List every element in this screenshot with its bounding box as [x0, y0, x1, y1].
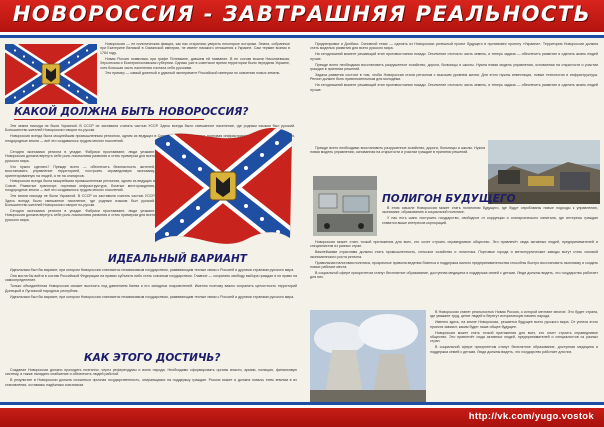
- right-top-text: [310, 42, 598, 146]
- polygon-paragraph: Новороссия может стать точкой притяжения для всех, кто хочет строить справедливое общество. Это привлечёт сюда активных людей, предпринимателей и специалистов из разных стран.: [310, 240, 598, 249]
- right-paragraph: Прежде всего необходимо восстановить разрушенное хозяйство, дороги, больницы и школы. Нужна новая модель управления, основанная на открытости и участии граждан в принятии решений.: [310, 62, 598, 72]
- why-paragraph: Эти земли никогда не были Украиной. В СССР их заставили считать частью УССР. Здесь всегда было смешанное население, где родным языком был русский. Большинство жителей Новороссии говорит по-русски.: [5, 124, 295, 133]
- section-heading-ideal: ИДЕАЛЬНЫЙ ВАРИАНТ: [108, 253, 247, 265]
- how-paragraph: Создание Новороссии должно проходить поэтапно, через референдумы и волю народа. Необходимо сформировать органы власти, армию, полицию, финансовую систему, а также наладить снабжение и обеспечить людей работой.: [5, 368, 297, 377]
- polygon-paragraph: В Новороссии станет реальностью Новая Россия, о которой мечтают многие. Это будет страна, где уважают труд, ценят людей и берегут историческую память народа.: [430, 310, 598, 319]
- polygon-paragraph: Правильная налоговая политика, прозрачные правила ведения бизнеса и поддержка малого предпринимательства способны быстро восстановить экономику и создать новые рабочие места.: [310, 260, 598, 270]
- why-paragraph: Что нужно сделать? Прежде всего — обеспечить безопасность жителей, восстановить управление территорией, построить справедливую экономику, ориентированную на людей, а не на олигархов.: [5, 164, 155, 178]
- footer-url[interactable]: http://vk.com/yugo.vostok: [468, 411, 594, 422]
- right-paragraph: Задача развития состоит в том, чтобы Новороссия стала регионом с высоким уровнем жизни. Для этого нужны инвестиции, новые технологии и инфраструктура. Регион должен быть привлекательным для молодёжи.: [310, 72, 598, 82]
- intro-text: [100, 42, 290, 108]
- polygon-paragraph: В социальной сфере приоритетом станут бесплатное образование, доступная медицина и поддержка семей с детьми. Люди должны видеть, что государство работает для них.: [430, 345, 598, 354]
- right-paragraph: На сегодняшний момент решающий этап противостояния позади. Ополчение отстояло часть земель, и теперь задача — обеспечить развитие и сделать жизнь людей лучше.: [310, 52, 598, 61]
- intro-paragraph: Новая Россия появилась при графе Потемкине, давшем ей название. В ее состав вошли Николаевская, Херсонская и Екатеринославская губернии. Однако уже в советское время территории были переданы Украине, хотя большая часть населения считала себя русскими.: [100, 56, 290, 70]
- intro-paragraph: Это пример — самый длинный и удачный эксперимент Российской империи по освоению новых земель.: [105, 71, 281, 76]
- polygon-text-bottom: [430, 310, 598, 404]
- power-plant-photo: [310, 310, 426, 402]
- why-paragraph: Сегодня экономика региона в упадке. Фабрики простаивают, люди уезжают. Новороссия должна вернуть себе роль локомотива развития и стать примером для всего русского мира.: [5, 150, 155, 163]
- right-paragraph: На сегодняшний момент решающий этап противостояния позади. Ополчение отстояло часть земель, и теперь задача — обеспечить развитие и сделать жизнь людей лучше.: [310, 83, 598, 92]
- polygon-paragraph: У нас есть шанс построить государство, свободное от коррупции и олигархического капитала, где интересы граждан ставятся выше интересов корпораций.: [382, 216, 598, 225]
- section-heading-how: КАК ЭТОГО ДОСТИЧЬ?: [84, 352, 221, 364]
- how-paragraph: В результате в Новороссии должна сложиться прочная государственность, опирающаяся на поддержку граждан. Россия может и должна помочь этим землям в их становлении, оставаясь надёжным союзником.: [5, 378, 297, 387]
- right-mid-text: [310, 146, 485, 176]
- polygon-paragraph: В социальной сфере приоритетом станут бесплатное образование, доступная медицина и поддержка семей с детьми. Люди должны видеть, что государство работает для них.: [310, 270, 598, 280]
- banner-stripe-blue: [0, 35, 604, 38]
- factory-photo: [313, 176, 377, 236]
- ideal-text: [5, 268, 297, 324]
- why-paragraph: Эти земли никогда не были Украиной. В СССР их заставили считать частью УССР. Здесь всегда было смешанное население, где родным языком был русский. Большинство жителей Новороссии говорит по-русски.: [5, 194, 155, 207]
- polygon-paragraph: Важнейшими отраслями должны стать промышленность, сельское хозяйство и логистика. Портовые города и металлургические заводы могут стать основой экономического роста региона.: [310, 250, 598, 259]
- polygon-paragraph: В этом смысле Новороссия может стать полигоном будущего, где будут опробованы новые подходы к управлению, экономике, образованию и социальной политике.: [382, 206, 598, 215]
- why-paragraph: Новороссия всегда была мощнейшим промышленным регионом, одним из ведущих в Союзе. Развитые транспорт, портовая инфраструктура, богатые месторождения, плодородные земли — всё это создавалось трудом многих поколений.: [5, 134, 295, 143]
- why-paragraph: Новороссия всегда была мощнейшим промышленным регионом, одним из ведущих в Союзе. Развитые транспорт, портовая инфраструктура, богатые месторождения, плодородные земли — всё это создавалось трудом многих поколений.: [5, 179, 155, 193]
- ideal-paragraph: Только объединённая Новороссия сможет выстоять под давлением Киева и его западных покровителей. Именно поэтому важно сохранить целостность территорий Донецкой и Луганской народных республик.: [5, 284, 297, 293]
- why-text-continued: [5, 150, 155, 250]
- intro-paragraph: Новороссия — не политическая фикция, как нас старались уверить некоторые историки. Земли, собранные при Екатерине Великой в Османской империи, не имеют никакого отношения к Украине. Сам термин возник в 1764 году.: [100, 42, 290, 55]
- why-paragraph: Сегодня экономика региона в упадке. Фабрики простаивают, люди уезжают. Новороссия должна вернуть себе роль локомотива развития и стать примером для всего русского мира.: [5, 208, 155, 222]
- footer-banner: [0, 408, 604, 427]
- ideal-paragraph: Она могла бы войти в состав Российской Федерации на правах субъекта либо стать союзным государством. Главное — сохранить свободу выбора граждан и их право на самоопределение.: [5, 273, 297, 283]
- poster-title: НОВОРОССИЯ - ЗАВТРАШНЯЯ РЕАЛЬНОСТЬ: [12, 2, 592, 26]
- ideal-paragraph: Идеальным был бы вариант, при котором Новороссия становится независимым государством, развивающим тесные связи с Россией и другими странами русского мира.: [10, 294, 295, 299]
- title-banner: [0, 0, 604, 32]
- novorossiya-flag-large: [150, 120, 295, 250]
- right-paragraph: Приднепровье и Донбасс. Основной тезис — сделать из Новороссии успешный проект будущего в противовес проекту «Украина». Территория Новороссии должна стать моделью развития для всего русского мира.: [310, 42, 598, 51]
- polygon-text-top: [382, 206, 598, 238]
- section-heading-why: КАКОЙ ДОЛЖНА БЫТЬ НОВОРОССИЯ?: [14, 106, 249, 118]
- polygon-text-mid: [310, 240, 598, 308]
- right-paragraph: Прежде всего необходимо восстановить разрушенное хозяйство, дороги, больницы и школы. Нужна новая модель управления, основанная на открытости и участии граждан в принятии решений.: [310, 146, 485, 155]
- novorossiya-flag-top: [5, 44, 97, 104]
- polygon-paragraph: Именно здесь, на земле Новороссии, решается будущее всего русского мира. От успеха этого проекта зависит, каким будет наше общее будущее.: [430, 320, 598, 329]
- how-text: [5, 368, 297, 406]
- polygon-paragraph: Новороссия может стать точкой притяжения для всех, кто хочет строить справедливое общество. Это привлечёт сюда активных людей, предпринимателей и специалистов из разных стран.: [430, 330, 598, 344]
- section-heading-polygon: ПОЛИГОН БУДУЩЕГО: [382, 193, 516, 205]
- ideal-paragraph: Идеальным был бы вариант, при котором Новороссия становится независимым государством, развивающим тесные связи с Россией и другими странами русского мира.: [10, 268, 295, 272]
